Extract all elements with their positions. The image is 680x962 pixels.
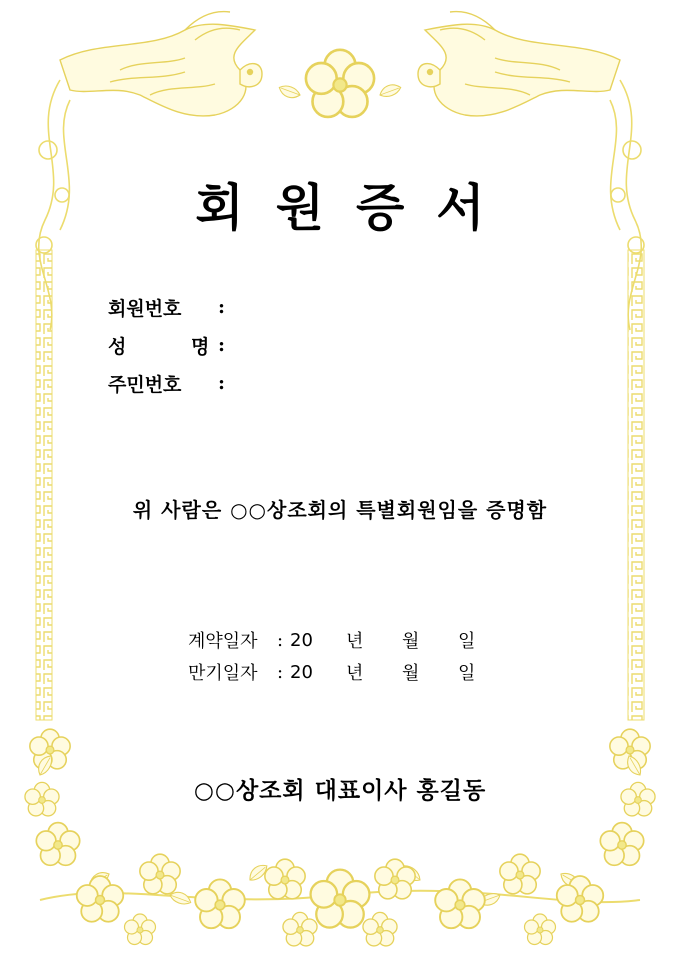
date-colon: : [276, 629, 284, 651]
expiry-date-row [188, 656, 514, 688]
field-member-number [108, 288, 225, 326]
day-unit: 일 [458, 663, 476, 684]
field-colon: : [218, 296, 226, 318]
date-fields [188, 624, 514, 688]
date-label: 만기일자 [188, 663, 258, 684]
phoenix-left-ornament [60, 12, 262, 116]
member-fields [108, 288, 225, 402]
certificate-title: 회원증서 [195, 178, 517, 237]
bottom-garland [40, 854, 640, 946]
field-name [108, 326, 225, 364]
certification-statement: 위 사람은 ○○상조회의 특별회원임을 증명함 [132, 498, 548, 522]
date-year: 20 [290, 629, 313, 651]
field-colon: : [218, 334, 226, 356]
field-label: 주민번호 [108, 373, 182, 396]
date-year: 20 [290, 661, 313, 683]
date-colon: : [276, 661, 284, 683]
field-colon: : [218, 372, 226, 394]
month-unit: 월 [402, 663, 420, 684]
year-unit: 년 [346, 663, 364, 684]
field-resident-number [108, 364, 225, 402]
top-flower-ornament [277, 50, 402, 117]
contract-date-row [188, 624, 514, 656]
year-unit: 년 [346, 631, 364, 652]
field-label: 성 명 [108, 335, 210, 358]
day-unit: 일 [458, 631, 476, 652]
phoenix-right-ornament [418, 12, 620, 116]
month-unit: 월 [402, 631, 420, 652]
issuer-signature-line: ○○상조회 대표이사 홍길동 [193, 777, 487, 804]
date-label: 계약일자 [188, 631, 258, 652]
field-label: 회원번호 [108, 297, 182, 320]
